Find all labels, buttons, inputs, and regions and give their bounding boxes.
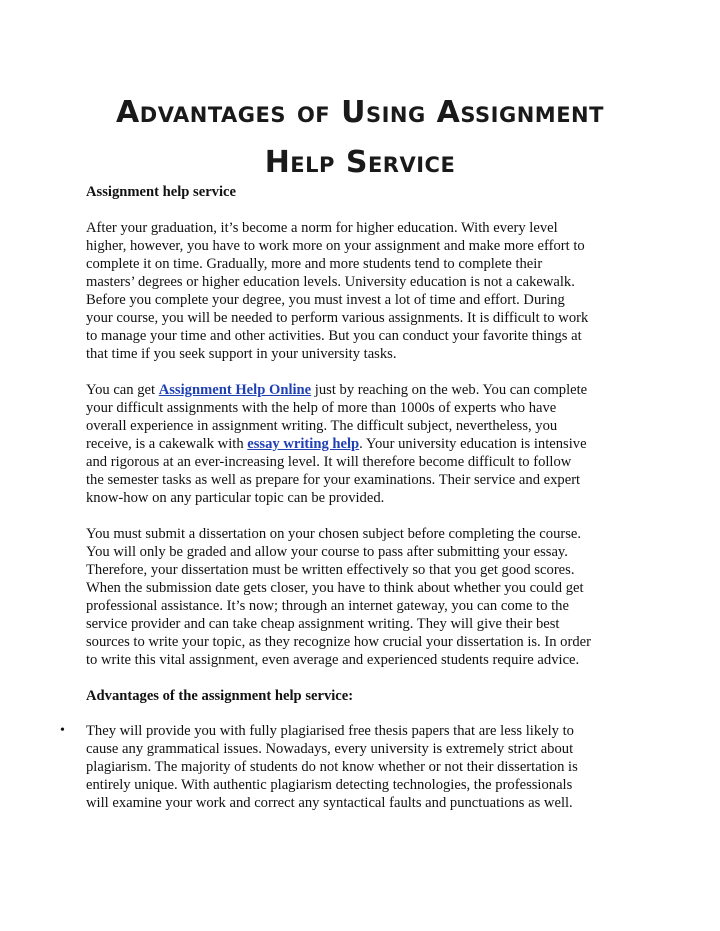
paragraph-line: that time if you seek support in your university tasks.	[86, 346, 397, 362]
paragraph-line: When the submission date gets closer, you have to think about whether you could get	[86, 580, 584, 596]
paragraph-line: your difficult assignments with the help of more than 1000s of experts who have	[86, 400, 557, 416]
paragraph-line: will examine your work and correct any syntactical faults and punctuations as well.	[86, 795, 573, 811]
page-title	[60, 88, 660, 188]
paragraph-line: complete it on time. Gradually, more and more students tend to complete their	[86, 256, 543, 272]
paragraph-line: the semester tasks as well as prepare for your examinations. Their service and expert	[86, 472, 581, 488]
paragraph-line: overall experience in assignment writing. The difficult subject, nevertheless, you	[86, 418, 558, 434]
title-line-2: Help Service	[264, 145, 456, 180]
section-heading-advantages: Advantages of the assignment help service:	[86, 688, 354, 704]
paragraph-line: know-how on any particular topic can be provided.	[86, 490, 385, 506]
paragraph-line: cause any grammatical issues. Nowadays, every university is extremely strict about	[86, 741, 574, 757]
paragraph-line: and rigorous at an ever-increasing level. It will therefore become difficult to follow	[86, 454, 572, 470]
assignment-help-online-link[interactable]: Assignment Help Online	[158, 382, 312, 398]
text-run: just by reaching on the web. You can complete	[311, 382, 588, 398]
paragraph-line: service provider and can take cheap assignment writing. They will give their best	[86, 616, 560, 632]
paragraph-line: higher, however, you have to work more on your assignment and make more effort to	[86, 238, 585, 254]
title-line-1: Advantages of Using Assignment	[116, 95, 604, 130]
bullet-marker: •	[60, 723, 65, 738]
bullet-item-plagiarism	[86, 722, 646, 812]
paragraph-line: Therefore, your dissertation must be written effectively so that you get good scores.	[86, 562, 575, 578]
essay-writing-help-link[interactable]: essay writing help	[247, 436, 360, 452]
paragraph-line: You must submit a dissertation on your chosen subject before completing the course.	[86, 526, 582, 542]
paragraph-line: entirely unique. With authentic plagiarism detecting technologies, the professionals	[86, 777, 573, 793]
paragraph-line	[86, 435, 646, 453]
paragraph-line: After your graduation, it’s become a norm for higher education. With every level	[86, 220, 558, 236]
paragraph-line: Before you complete your degree, you must invest a lot of time and effort. During	[86, 292, 565, 308]
paragraph-graduation	[86, 219, 646, 363]
paragraph-line: to write this vital assignment, even average and experienced students require advice.	[86, 652, 580, 668]
section-heading-assignment-help: Assignment help service	[86, 184, 236, 200]
paragraph-line: You will only be graded and allow your course to pass after submitting your essay.	[86, 544, 568, 560]
paragraph-assignment-help-online	[86, 381, 646, 507]
paragraph-line	[86, 381, 646, 399]
paragraph-line: sources to write your topic, as they recognize how crucial your dissertation is. In order	[86, 634, 591, 650]
paragraph-line: your course, you will be needed to perform various assignments. It is difficult to work	[86, 310, 589, 326]
text-run: You can get	[86, 382, 159, 398]
text-run: . Your university education is intensive	[359, 436, 587, 452]
paragraph-line: plagiarism. The majority of students do not know whether or not their dissertation is	[86, 759, 578, 775]
paragraph-line: They will provide you with fully plagiarised free thesis papers that are less likely to	[86, 723, 574, 739]
paragraph-line: to manage your time and other activities. But you can conduct your favorite things at	[86, 328, 582, 344]
paragraph-line: professional assistance. It’s now; through an internet gateway, you can come to the	[86, 598, 569, 614]
paragraph-line: masters’ degrees or higher education levels. University education is not a cakewalk.	[86, 274, 575, 290]
text-run: receive, is a cakewalk with	[86, 436, 248, 452]
paragraph-dissertation	[86, 525, 646, 669]
